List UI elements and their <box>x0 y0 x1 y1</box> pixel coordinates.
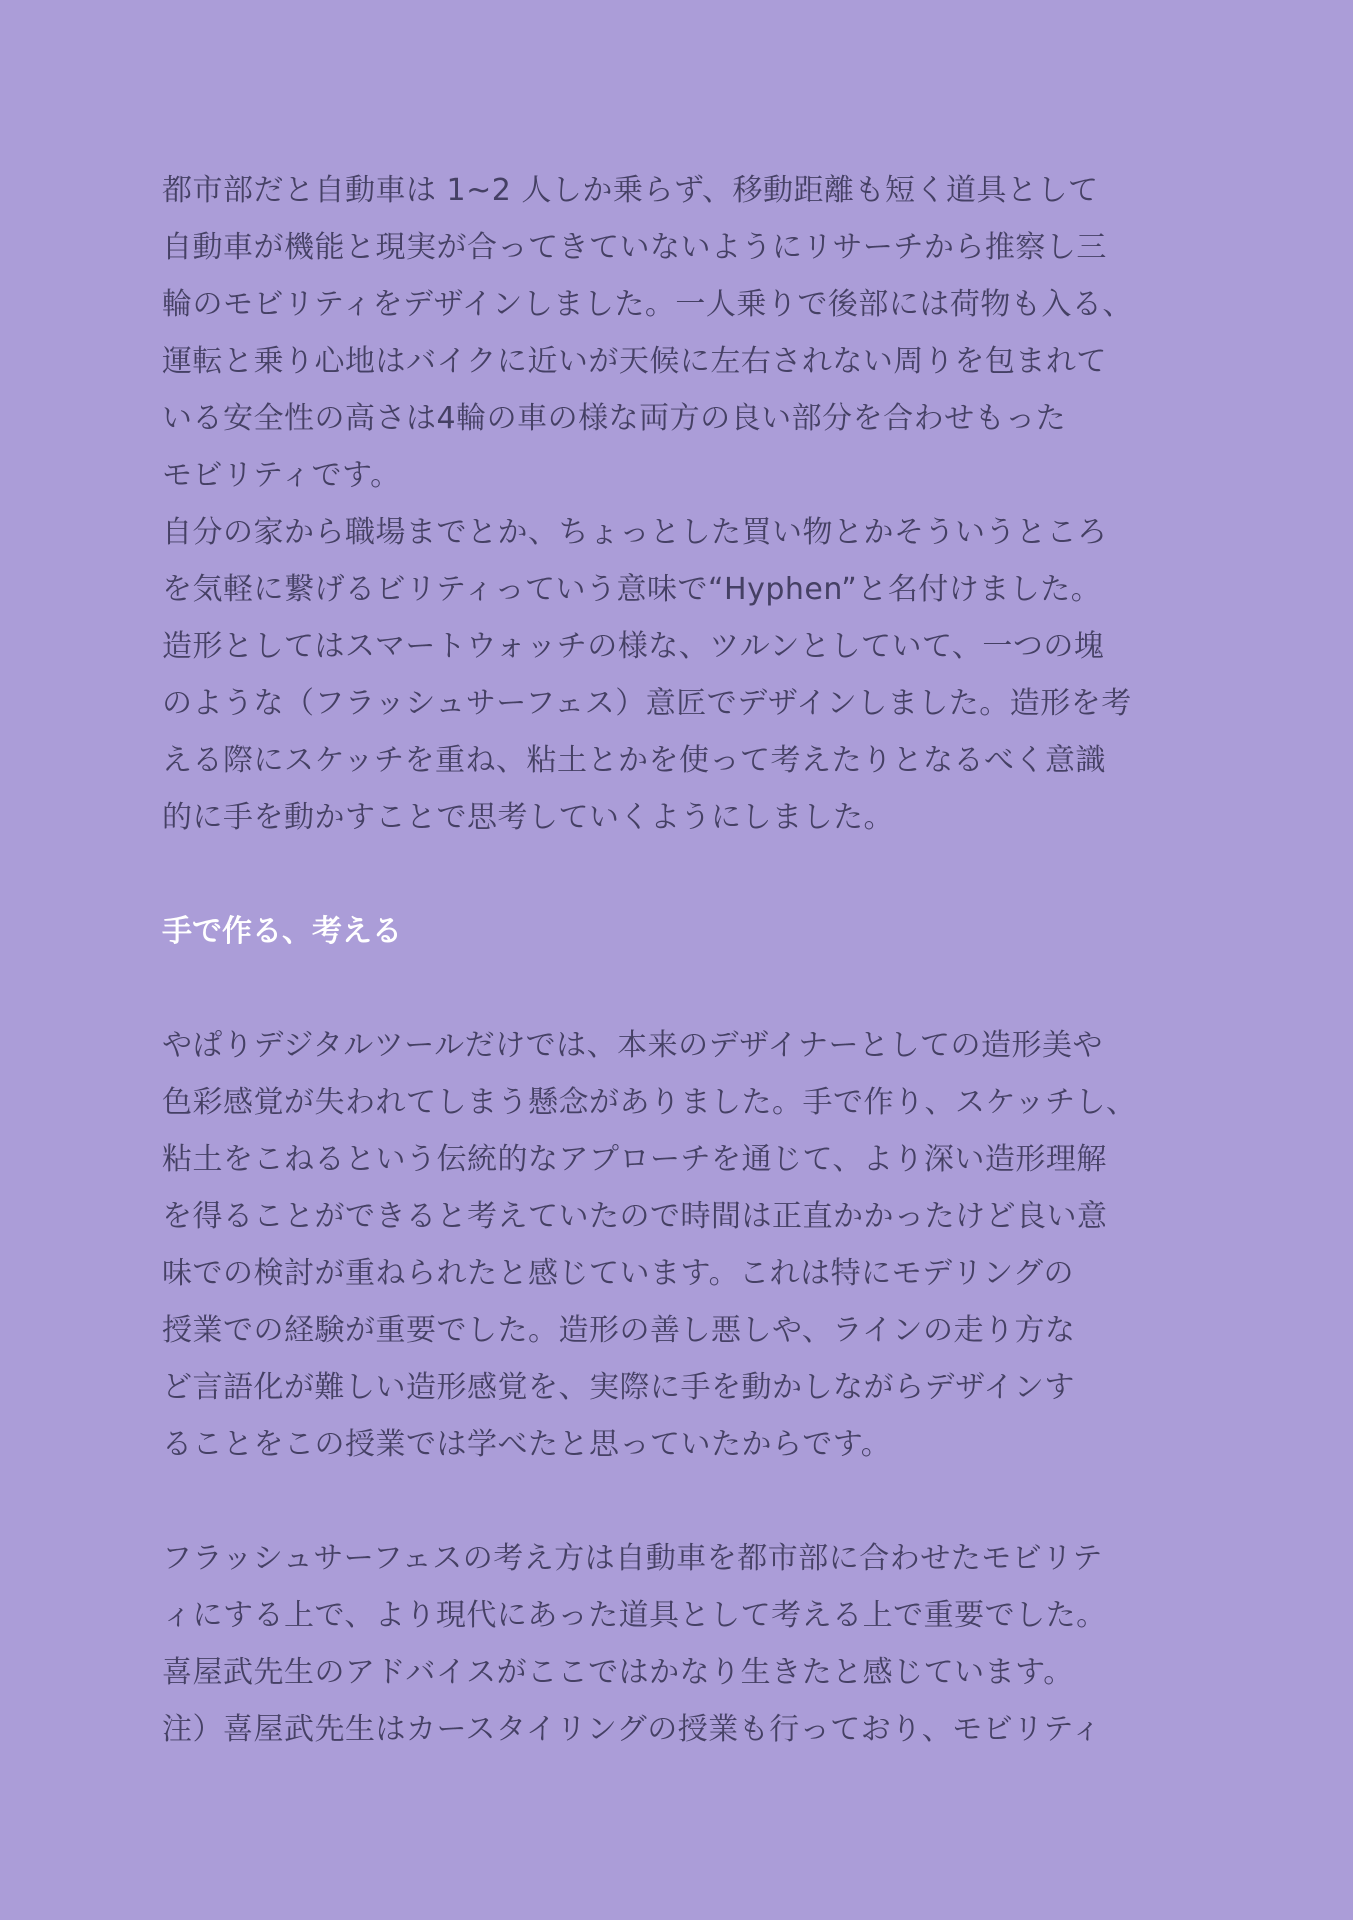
text-line: 造形としてはスマートウォッチの様な、ツルンとしていて、一つの塊 <box>162 629 1105 664</box>
text-line: 自分の家から職場までとか、ちょっとした買い物とかそういうところ <box>162 515 1108 550</box>
text-line: フラッシュサーフェスの考え方は自動車を都市部に合わせたモビリテ <box>162 1541 1103 1576</box>
text-line: ど言語化が難しい造形感覚を、実際に手を動かしながらデザインす <box>162 1370 1075 1405</box>
spacer <box>162 1473 1192 1530</box>
paragraph-flush-surface <box>162 1530 1192 1758</box>
paragraph-handmade <box>162 1017 1192 1473</box>
text-line: いる安全性の高さは4輪の車の様な両方の良い部分を合わせもった <box>162 401 1067 436</box>
text-line: える際にスケッチを重ね、粘土とかを使って考えたりとなるべく意識 <box>162 743 1106 778</box>
text-line: を得ることができると考えていたので時間は正直かかったけど良い意 <box>162 1199 1108 1234</box>
text-line: 注）喜屋武先生はカースタイリングの授業も行っており、モビリティ <box>162 1712 1102 1747</box>
text-line: 色彩感覚が失われてしまう懸念がありました。手で作り、スケッチし、 <box>162 1085 1137 1120</box>
text-line: 授業での経験が重要でした。造形の善し悪しや、ラインの走り方な <box>162 1313 1076 1348</box>
text-line: 粘土をこねるという伝統的なアプローチを通じて、より深い造形理解 <box>162 1142 1107 1177</box>
spacer <box>162 960 1192 1017</box>
document-page <box>162 162 1192 1758</box>
paragraph-hyphen-intro <box>162 162 1192 846</box>
text-line: ることをこの授業では学べたと思っていたからです。 <box>162 1427 892 1462</box>
text-line: 輪のモビリティをデザインしました。一人乗りで後部には荷物も入る、 <box>162 287 1133 322</box>
text-line: モビリティです。 <box>162 458 401 493</box>
section-heading: 手で作る、考える <box>162 914 402 949</box>
text-line: ィにする上で、より現代にあった道具として考える上で重要でした。 <box>162 1598 1107 1633</box>
text-line: 自動車が機能と現実が合ってきていないようにリサーチから推察し三 <box>162 230 1107 265</box>
text-line: 的に手を動かすことで思考していくようにしました。 <box>162 800 894 835</box>
text-line: 味での検討が重ねられたと感じています。これは特にモデリングの <box>162 1256 1074 1291</box>
spacer <box>162 846 1192 903</box>
text-line: 喜屋武先生のアドバイスがここではかなり生きたと感じています。 <box>162 1655 1074 1690</box>
text-line: のような（フラッシュサーフェス）意匠でデザインしました。造形を考 <box>162 686 1132 721</box>
text-line: 都市部だと自動車は 1~2 人しか乗らず、移動距離も短く道具として <box>162 173 1099 208</box>
text-line: やぱりデジタルツールだけでは、本来のデザイナーとしての造形美や <box>162 1028 1103 1063</box>
text-line: を気軽に繋げるビリティっていう意味で“Hyphen”と名付けました。 <box>162 572 1102 607</box>
text-line: 運転と乗り心地はバイクに近いが天候に左右されない周りを包まれて <box>162 344 1107 379</box>
